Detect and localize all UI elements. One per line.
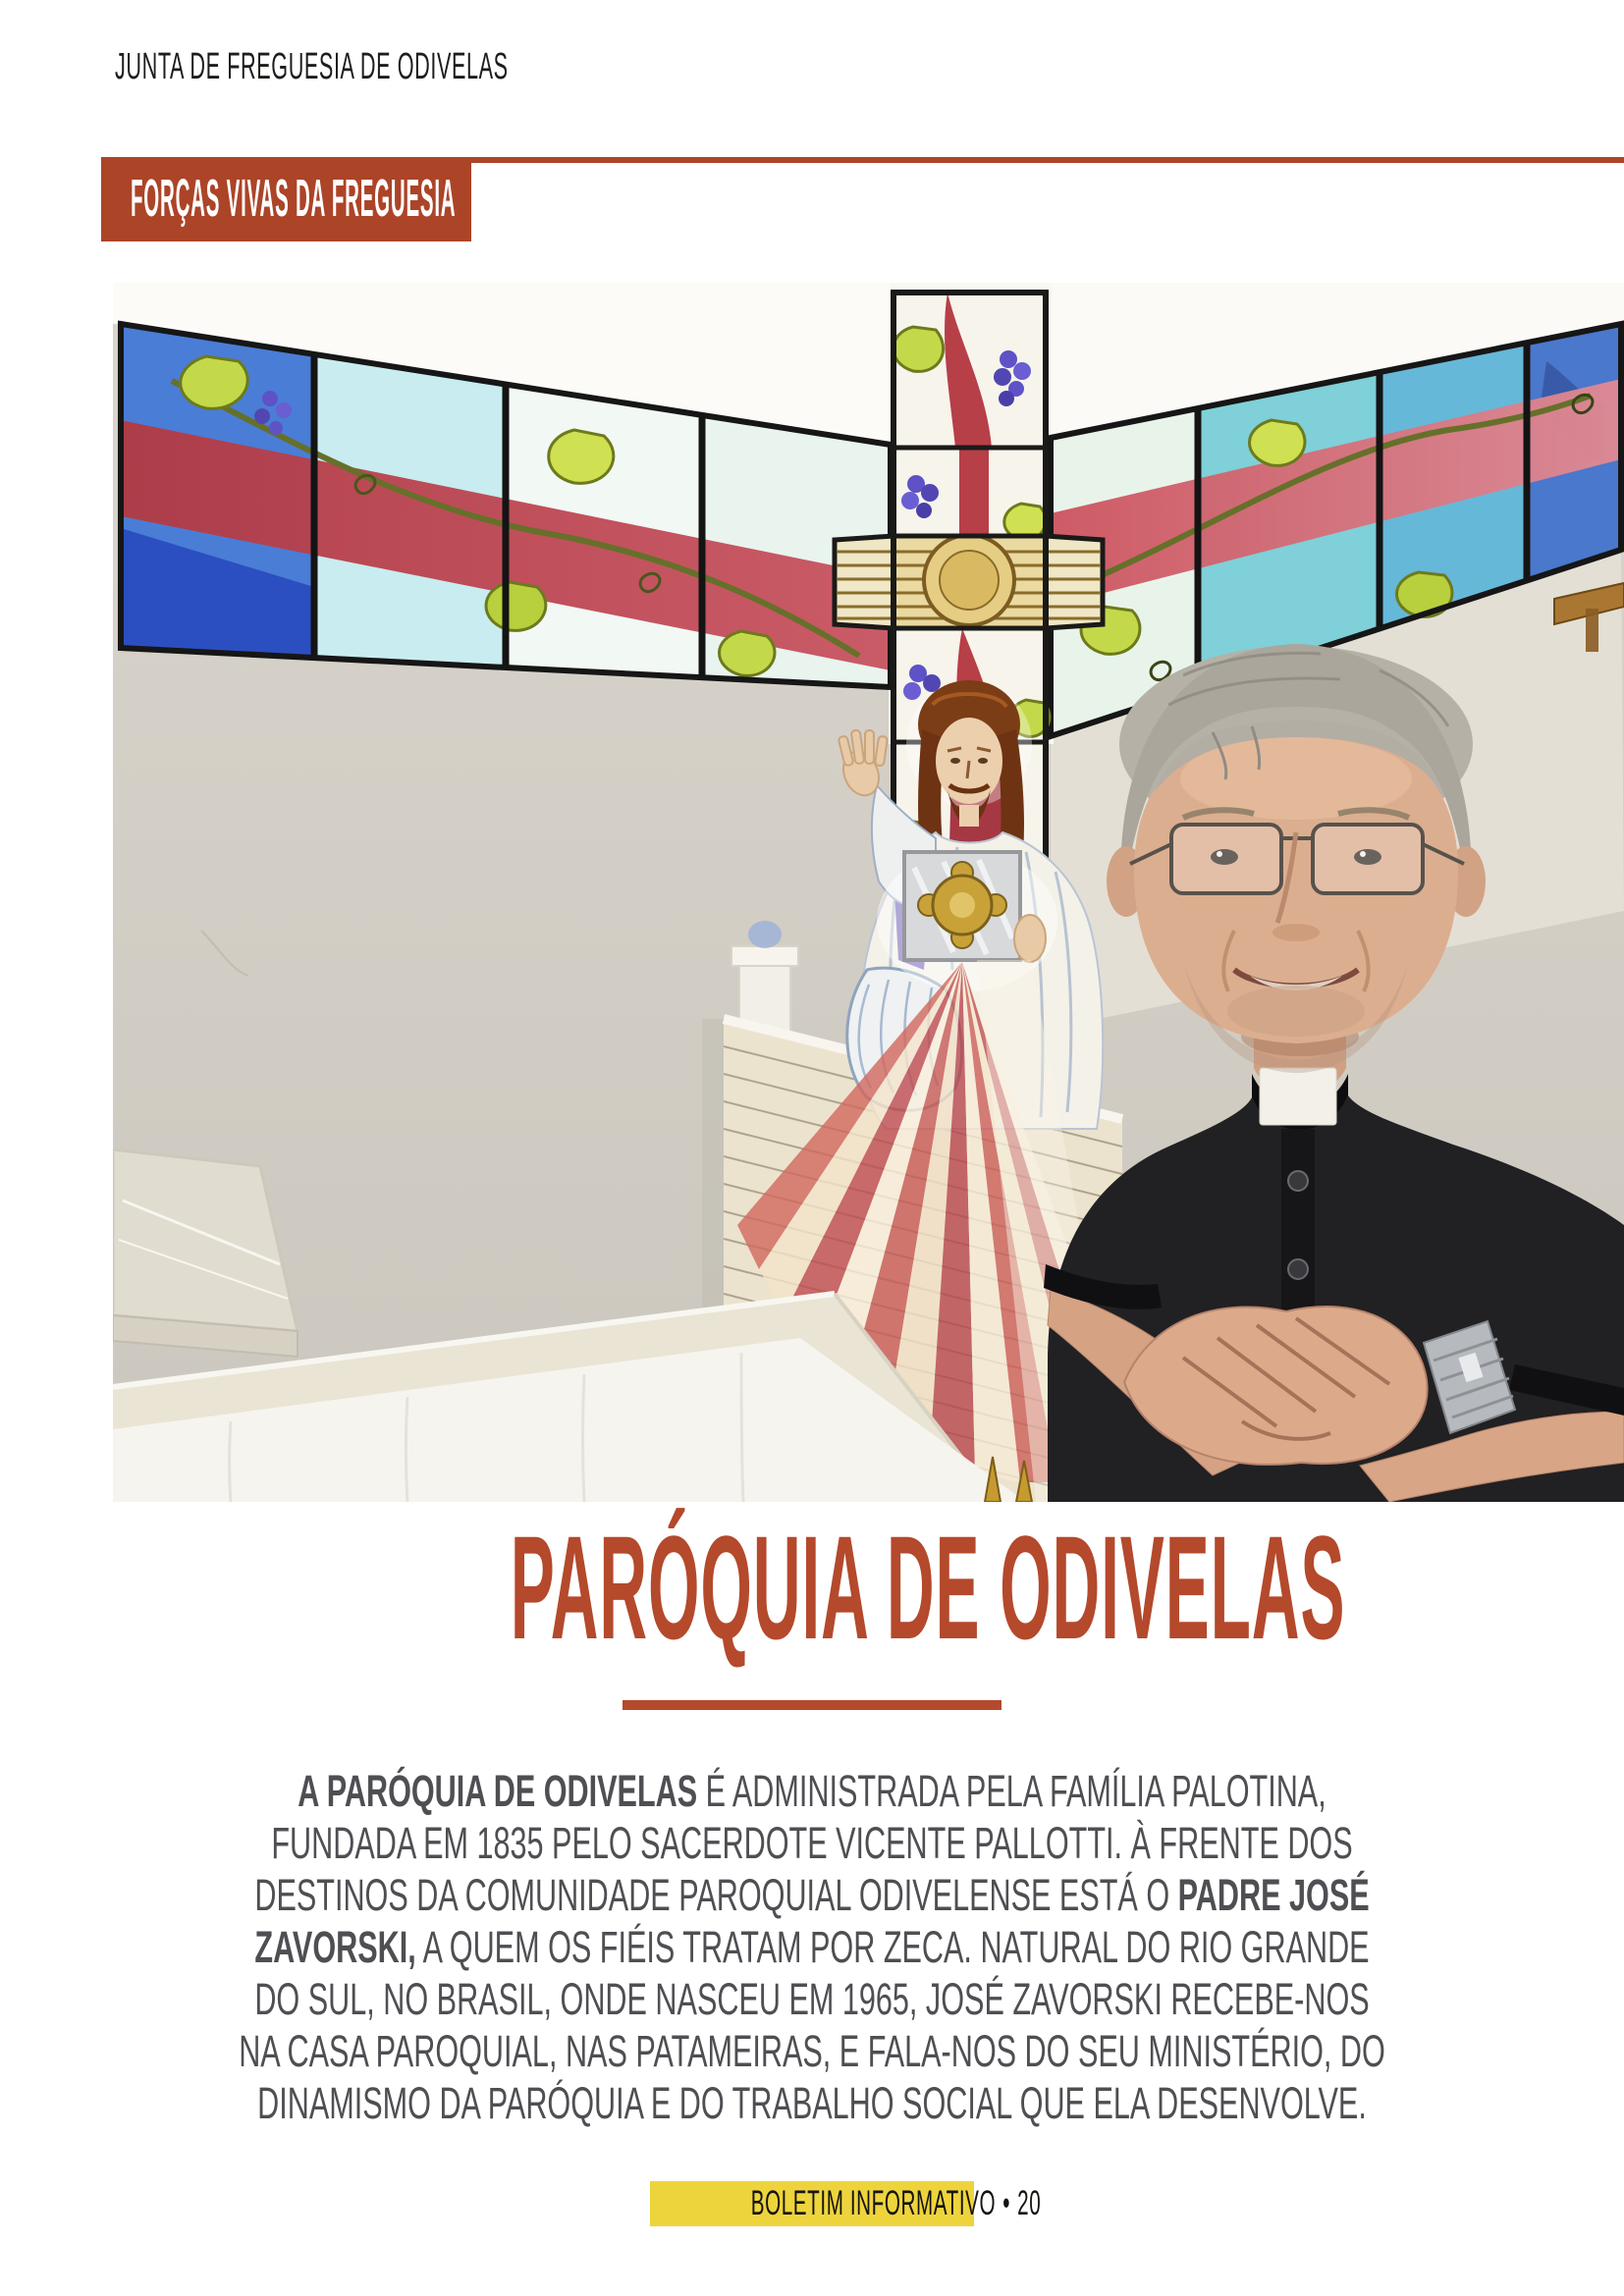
footer-bullet: •: [1002, 2184, 1011, 2222]
feature-photo: [113, 283, 1624, 1502]
paragraph-line: DINAMISMO DA PARÓQUIA E DO TRABALHO SOCIAL QUE ELA DESENVOLVE.: [257, 2078, 1367, 2128]
masthead-title: JUNTA DE FREGUESIA DE ODIVELAS: [115, 46, 509, 87]
paragraph-line: DO SUL, NO BRASIL, ONDE NASCEU EM 1965, JOSÉ ZAVORSKI RECEBE-NOS: [254, 1974, 1370, 2024]
title-divider: [623, 1700, 1001, 1710]
article-title: [0, 1505, 1624, 1670]
feature-photo-illustration: [113, 283, 1624, 1502]
paragraph-line: A PARÓQUIA DE ODIVELAS É ADMINISTRADA PELA FAMÍLIA PALOTINA,: [298, 1766, 1326, 1816]
paragraph-line: DESTINOS DA COMUNIDADE PAROQUIAL ODIVELENSE ESTÁ O PADRE JOSÉ: [254, 1870, 1370, 1920]
paragraph-line: NA CASA PAROQUIAL, NAS PATAMEIRAS, E FALA-NOS DO SEU MINISTÉRIO, DO: [239, 2026, 1385, 2076]
paragraph-line: FUNDADA EM 1835 PELO SACERDOTE VICENTE PALLOTTI. À FRENTE DOS: [271, 1818, 1353, 1868]
section-banner: [101, 157, 471, 241]
intro-paragraph: [235, 1765, 1389, 2129]
paragraph-line: ZAVORSKI, A QUEM OS FIÉIS TRATAM POR ZECA. NATURAL DO RIO GRANDE: [254, 1922, 1370, 1972]
footer-page-number: 20: [1017, 2184, 1042, 2222]
masthead: [115, 47, 805, 86]
section-banner-label: FORÇAS VIVAS DA FREGUESIA: [131, 169, 457, 228]
footer-badge: [650, 2181, 1042, 2226]
footer-label: BOLETIM INFORMATIVO: [750, 2184, 997, 2222]
article-title-text: PARÓQUIA DE ODIVELAS: [510, 1505, 1346, 1670]
